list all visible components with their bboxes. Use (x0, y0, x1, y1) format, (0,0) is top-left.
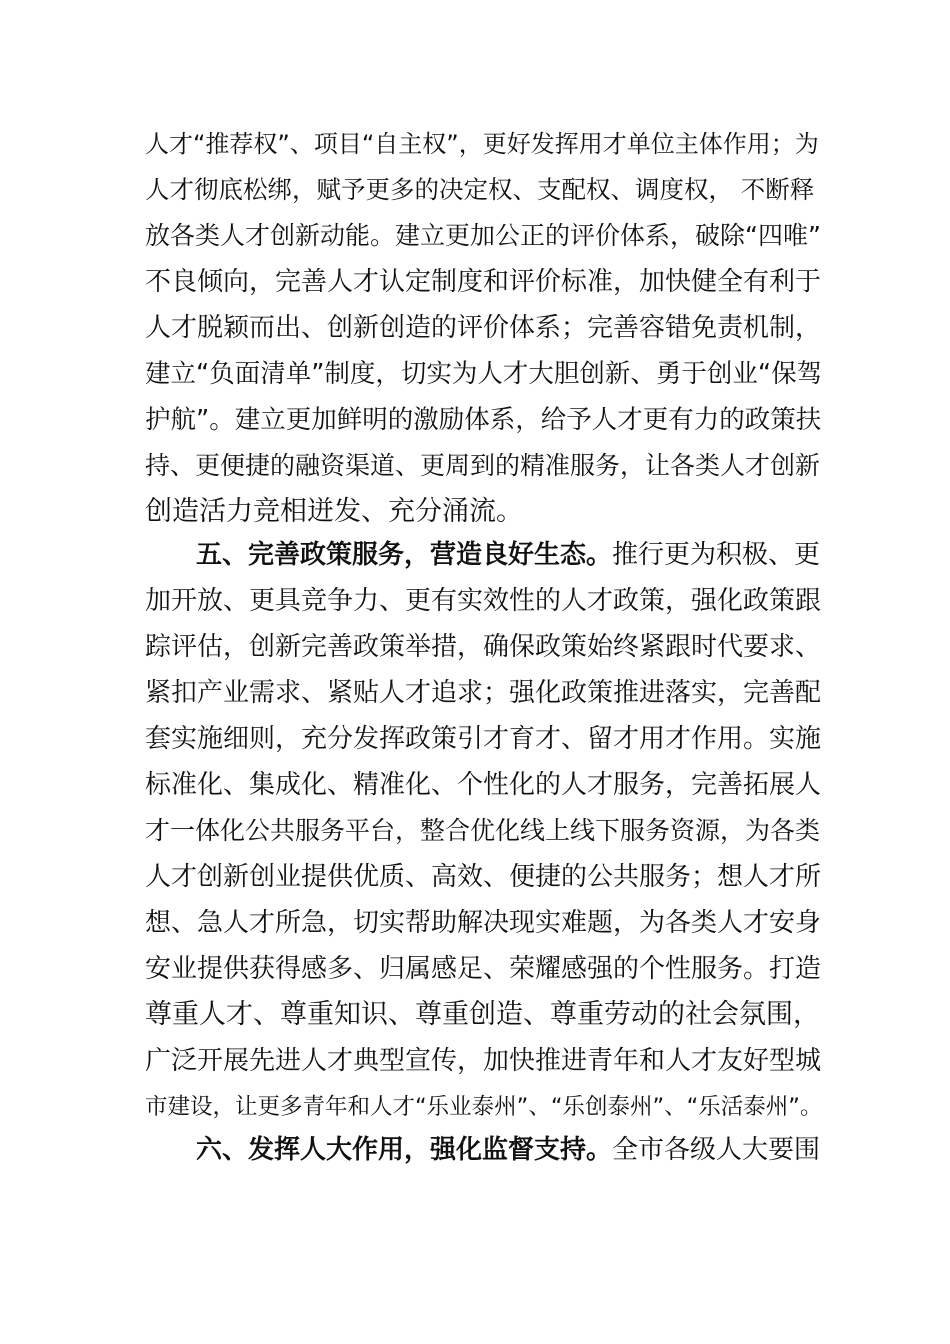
paragraph-line: 人才创新创业提供优质、高效、便捷的公共服务；想人才所 (145, 862, 822, 892)
paragraph-line: 放各类人才创新动能。建立更加公正的评价体系，破除“四唯” (145, 221, 821, 250)
paragraph-line: 持、更便捷的融资渠道、更周到的精准服务，让各类人才创新 (145, 451, 821, 480)
paragraph-line: 建立“负面清单”制度，切实为人才大胆创新、勇于创业“保驾 (145, 359, 823, 389)
paragraph-line: 尊重人才、尊重知识、尊重创造、尊重劳动的社会氛围， (145, 999, 820, 1030)
paragraph-line: 护航”。建立更加鲜明的激励体系，给予人才更有力的政策扶 (145, 405, 822, 435)
paragraph-line: 才一体化公共服务平台，整合优化线上线下服务资源，为各类 (145, 816, 821, 845)
paragraph-line: 创造活力竞相迸发、充分涌流。 (145, 496, 523, 527)
paragraph-line: 踪评估，创新完善政策举措，确保政策始终紧跟时代要求、 (145, 632, 822, 662)
paragraph-line: 广泛开展先进人才典型宣传，加快推进青年和人才友好型城 (145, 1046, 822, 1076)
section-6-first-line-text: 全市各级人大要围 (612, 1135, 821, 1165)
paragraph-line: 人才彻底松绑，赋予更多的决定权、支配权、调度权， 不断释 (145, 175, 815, 204)
section-5-heading: 五、完善政策服务，营造良好生态。 (196, 540, 613, 570)
paragraph-line: 标准化、集成化、精准化、个性化的人才服务，完善拓展人 (145, 770, 822, 800)
paragraph-line: 套实施细则，充分发挥政策引才育才、留才用才作用。实施 (145, 724, 822, 754)
paragraph-line: 想、急人才所急，切实帮助解决现实难题，为各类人才安身 (145, 908, 822, 938)
paragraph-line: 人才脱颖而出、创新创造的评价体系；完善容错免责机制， (145, 313, 822, 343)
paragraph-line: 人才“推荐权”、项目“自主权”，更好发挥用才单位主体作用；为 (145, 130, 819, 158)
section-5-first-line (196, 532, 825, 578)
paragraph-line: 安业提供获得感多、归属感足、荣耀感强的个性服务。打造 (145, 954, 822, 984)
section-6-first-line (196, 1127, 825, 1173)
section-5-first-line-text: 推行更为积极、更 (612, 540, 821, 570)
paragraph-line: 加开放、更具竞争力、更有实效性的人才政策，强化政策跟 (145, 586, 822, 616)
section-6-heading: 六、发挥人大作用，强化监督支持。 (196, 1135, 613, 1165)
paragraph-line: 紧扣产业需求、紧贴人才追求；强化政策推进落实，完善配 (145, 678, 822, 708)
paragraph-line: 市建设，让更多青年和人才“乐业泰州”、“乐创泰州”、“乐活泰州”。 (145, 1094, 823, 1120)
paragraph-line: 不良倾向，完善人才认定制度和评价标准，加快健全有利于 (145, 267, 822, 297)
